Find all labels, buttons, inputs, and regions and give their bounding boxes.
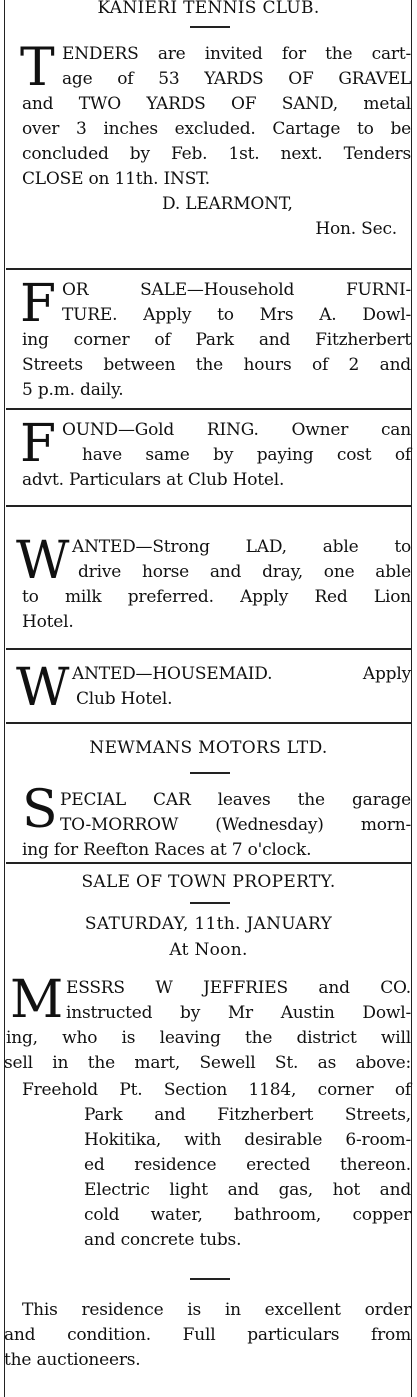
- detail-line: and concrete tubs.: [84, 1230, 242, 1250]
- ad-line: CLOSE on 11th. INST.: [22, 169, 210, 189]
- ad-line: TURE. Apply to Mrs A. Dowl-: [62, 305, 411, 325]
- detail-line: Park and Fitzherbert Streets,: [84, 1105, 411, 1125]
- ad-line: concluded by Feb. 1st. next. Tenders: [22, 144, 411, 164]
- ad-line: OR SALE—Household FURNI-: [62, 280, 411, 300]
- signer-title: Hon. Sec.: [315, 219, 397, 239]
- ad-line: ANTED—HOUSEMAID. Apply: [72, 664, 411, 684]
- ad-line: drive horse and dray, one able: [78, 562, 411, 582]
- wanted-lad-ad: [0, 507, 417, 632]
- closing-line: and condition. Full particulars from: [4, 1325, 411, 1345]
- ad-line: 5 p.m. daily.: [22, 380, 124, 400]
- drop-cap: F: [20, 274, 57, 334]
- drop-cap: M: [10, 970, 64, 1030]
- ad-line: ing for Reefton Races at 7 o'clock.: [22, 840, 312, 860]
- sale-date: SATURDAY, 11th. JANUARY: [84, 914, 333, 934]
- ad-line: sell in the mart, Sewell St. as above:: [4, 1053, 411, 1073]
- drop-cap: S: [22, 780, 58, 840]
- ad-line: ANTED—Strong LAD, able to: [72, 537, 411, 557]
- closing-line: This residence is in excellent order: [22, 1300, 411, 1320]
- short-rule: [190, 1278, 230, 1280]
- ad-line: PECIAL CAR leaves the garage: [60, 790, 411, 810]
- ad-line: Club Hotel.: [76, 689, 173, 709]
- drop-cap: W: [16, 531, 70, 591]
- ad-line: to milk preferred. Apply Red Lion: [22, 587, 411, 607]
- ad-line: ESSRS W JEFFRIES and CO.: [66, 978, 411, 998]
- detail-line: Electric light and gas, hot and: [84, 1180, 411, 1200]
- detail-line: Hokitika, with desirable 6-room-: [84, 1130, 411, 1150]
- tennis-club-ad: [0, 0, 417, 262]
- ad-line: instructed by Mr Austin Dowl-: [66, 1003, 411, 1023]
- wanted-housemaid-ad: [0, 650, 417, 720]
- ad-line: ing corner of Park and Fitzherbert: [22, 330, 411, 350]
- short-rule: [190, 772, 230, 774]
- ad-heading: SALE OF TOWN PROPERTY.: [81, 872, 336, 892]
- ad-line: ENDERS are invited for the cart-: [62, 44, 411, 64]
- ad-line: have same by paying cost of: [82, 445, 411, 465]
- ad-line: TO-MORROW (Wednesday) morn-: [60, 815, 411, 835]
- short-rule: [190, 902, 230, 904]
- ad-line: OUND—Gold RING. Owner can: [62, 420, 411, 440]
- detail-line: ed residence erected thereon.: [84, 1155, 411, 1175]
- ad-line: advt. Particulars at Club Hotel.: [22, 470, 285, 490]
- ad-heading: KANIERI TENNIS CLUB.: [97, 0, 320, 18]
- ad-line: ing, who is leaving the district will: [6, 1028, 411, 1048]
- sale-of-town-property-ad: [0, 864, 417, 1397]
- ad-line: Hotel.: [22, 612, 74, 632]
- ad-line: age of 53 YARDS OF GRAVEL: [62, 69, 411, 89]
- closing-line: the auctioneers.: [4, 1350, 141, 1370]
- detail-line: cold water, bathroom, copper: [84, 1205, 411, 1225]
- ad-line: Streets between the hours of 2 and: [22, 355, 411, 375]
- ad-line: over 3 inches excluded. Cartage to be: [22, 119, 411, 139]
- drop-cap: F: [20, 414, 57, 474]
- detail-line: Freehold Pt. Section 1184, corner of: [22, 1080, 411, 1100]
- drop-cap: T: [20, 38, 55, 98]
- drop-cap: W: [16, 658, 70, 718]
- found-ring-ad: [0, 410, 417, 500]
- ad-heading: NEWMANS MOTORS LTD.: [89, 738, 328, 758]
- short-rule: [190, 26, 230, 28]
- newmans-motors-ad: [0, 724, 417, 860]
- signer-name: D. LEARMONT,: [162, 194, 293, 214]
- furniture-for-sale-ad: [0, 270, 417, 400]
- ad-line: and TWO YARDS OF SAND, metal: [22, 94, 411, 114]
- sale-time: At Noon.: [169, 940, 248, 960]
